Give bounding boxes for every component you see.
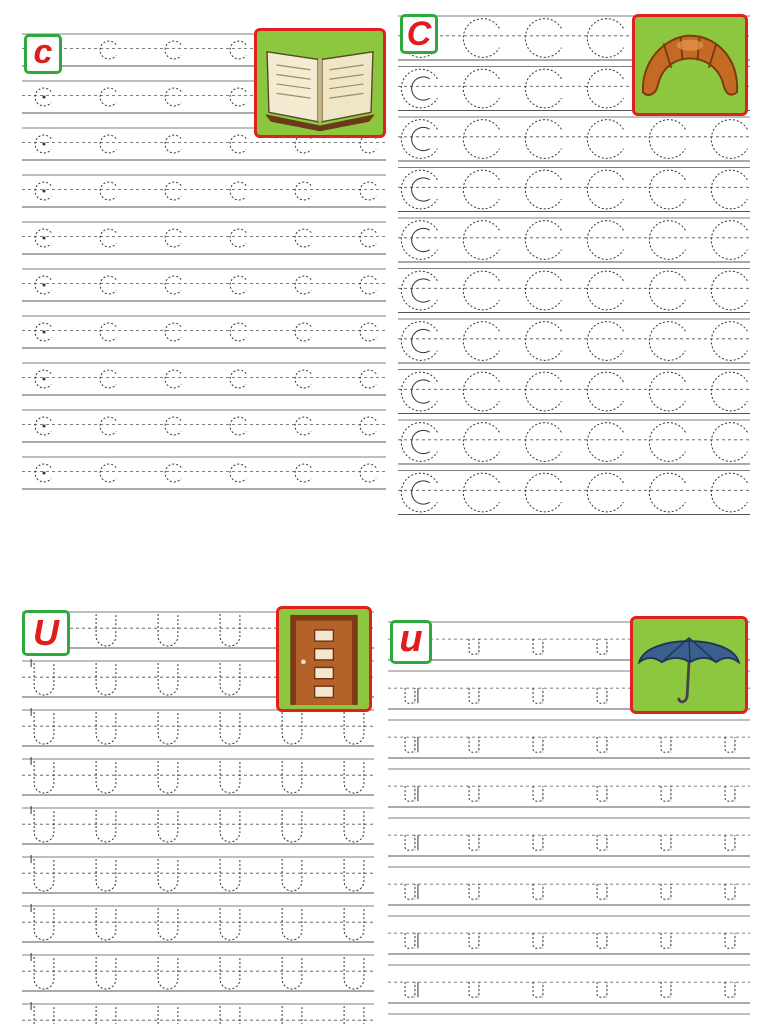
trace-letter bbox=[230, 370, 246, 388]
trace-letter bbox=[463, 271, 499, 310]
trace-letter bbox=[711, 271, 747, 310]
trace-letter bbox=[282, 859, 302, 891]
trace-letter bbox=[533, 933, 543, 948]
trace-letter bbox=[96, 1006, 116, 1024]
trace-letter bbox=[158, 1006, 178, 1024]
trace-letter bbox=[360, 323, 376, 341]
trace-letter bbox=[282, 908, 302, 940]
practice-row bbox=[398, 269, 750, 313]
practice-row bbox=[22, 175, 386, 207]
practice-row bbox=[22, 363, 386, 395]
practice-row bbox=[22, 457, 386, 489]
trace-letter bbox=[35, 88, 51, 106]
umbrella-icon bbox=[633, 619, 745, 711]
trace-letter bbox=[533, 737, 543, 752]
trace-letter bbox=[96, 908, 116, 940]
trace-letter bbox=[230, 41, 246, 59]
trace-letter bbox=[158, 957, 178, 989]
trace-letter bbox=[344, 712, 364, 744]
trace-letter bbox=[469, 737, 479, 752]
trace-letter bbox=[230, 417, 246, 435]
trace-letter bbox=[405, 884, 418, 899]
trace-letter bbox=[587, 19, 623, 58]
trace-letter bbox=[725, 884, 735, 899]
trace-letter bbox=[597, 639, 607, 654]
trace-letter bbox=[282, 761, 302, 793]
trace-letter bbox=[360, 464, 376, 482]
trace-letter bbox=[463, 322, 499, 361]
worksheet-panel-c-uppercase bbox=[398, 12, 750, 510]
practice-row bbox=[388, 720, 750, 758]
practice-row bbox=[398, 117, 750, 161]
practice-row bbox=[388, 965, 750, 1003]
trace-letter bbox=[401, 69, 437, 108]
trace-letter bbox=[525, 372, 561, 411]
trace-letter bbox=[230, 135, 246, 153]
trace-letter bbox=[725, 982, 735, 997]
letter-label: c bbox=[33, 33, 53, 71]
practice-row bbox=[388, 1014, 750, 1024]
trace-letter bbox=[597, 835, 607, 850]
trace-letter bbox=[533, 884, 543, 899]
trace-letter bbox=[525, 69, 561, 108]
trace-letter bbox=[587, 372, 623, 411]
trace-letter bbox=[401, 221, 437, 260]
trace-letter bbox=[100, 276, 116, 294]
trace-letter bbox=[401, 170, 437, 209]
croissant-icon bbox=[635, 17, 745, 113]
practice-row bbox=[22, 1004, 374, 1024]
book-picture bbox=[254, 28, 386, 138]
trace-letter bbox=[158, 761, 178, 793]
trace-letter bbox=[220, 1006, 240, 1024]
trace-letter bbox=[711, 423, 747, 462]
practice-row bbox=[398, 168, 750, 212]
trace-letter bbox=[220, 908, 240, 940]
trace-letter bbox=[220, 761, 240, 793]
trace-letter bbox=[587, 221, 623, 260]
trace-letter bbox=[100, 464, 116, 482]
trace-letter bbox=[469, 639, 479, 654]
letter-badge bbox=[390, 620, 432, 664]
trace-letter bbox=[405, 982, 418, 997]
trace-letter bbox=[100, 370, 116, 388]
trace-letter bbox=[649, 271, 685, 310]
practice-row bbox=[22, 759, 374, 795]
trace-letter bbox=[100, 182, 116, 200]
trace-letter bbox=[100, 88, 116, 106]
trace-letter bbox=[463, 423, 499, 462]
croissant-picture bbox=[632, 14, 748, 116]
trace-letter bbox=[661, 933, 671, 948]
practice-row bbox=[398, 370, 750, 414]
trace-letter bbox=[230, 229, 246, 247]
practice-row bbox=[22, 857, 374, 893]
trace-letter bbox=[295, 182, 311, 200]
trace-letter bbox=[661, 982, 671, 997]
trace-letter bbox=[587, 120, 623, 159]
trace-letter bbox=[463, 120, 499, 159]
trace-letter bbox=[96, 859, 116, 891]
trace-letter bbox=[463, 221, 499, 260]
trace-letter bbox=[469, 835, 479, 850]
letter-badge bbox=[24, 34, 62, 74]
trace-letter bbox=[469, 884, 479, 899]
trace-letter bbox=[344, 908, 364, 940]
practice-row bbox=[22, 955, 374, 991]
worksheet-panel-u-lowercase bbox=[388, 614, 750, 1024]
trace-letter bbox=[360, 370, 376, 388]
trace-letter bbox=[96, 712, 116, 744]
trace-letter bbox=[525, 120, 561, 159]
trace-letter bbox=[165, 370, 181, 388]
trace-letter bbox=[649, 120, 685, 159]
trace-letter bbox=[401, 423, 437, 462]
trace-letter bbox=[661, 786, 671, 801]
trace-letter bbox=[96, 663, 116, 695]
trace-letter bbox=[725, 835, 735, 850]
trace-letter bbox=[165, 135, 181, 153]
trace-letter bbox=[35, 276, 51, 294]
trace-letter bbox=[587, 322, 623, 361]
trace-letter bbox=[533, 835, 543, 850]
trace-letter bbox=[344, 810, 364, 842]
trace-letter bbox=[711, 372, 747, 411]
trace-letter bbox=[525, 271, 561, 310]
practice-row bbox=[22, 222, 386, 254]
trace-letter bbox=[230, 276, 246, 294]
practice-row bbox=[22, 906, 374, 942]
trace-letter bbox=[230, 464, 246, 482]
trace-letter bbox=[96, 810, 116, 842]
trace-letter bbox=[587, 271, 623, 310]
trace-letter bbox=[405, 737, 418, 752]
trace-letter bbox=[295, 323, 311, 341]
trace-letter bbox=[100, 41, 116, 59]
trace-letter bbox=[525, 473, 561, 512]
trace-letter bbox=[100, 323, 116, 341]
practice-row bbox=[388, 916, 750, 954]
letter-label: U bbox=[33, 612, 59, 653]
practice-row bbox=[22, 410, 386, 442]
trace-letter bbox=[35, 229, 51, 247]
trace-letter bbox=[725, 737, 735, 752]
trace-letter bbox=[220, 614, 240, 646]
trace-letter bbox=[96, 761, 116, 793]
trace-letter bbox=[649, 221, 685, 260]
trace-letter bbox=[158, 859, 178, 891]
trace-letter bbox=[649, 423, 685, 462]
trace-letter bbox=[587, 69, 623, 108]
trace-letter bbox=[533, 786, 543, 801]
trace-letter bbox=[31, 1002, 54, 1024]
trace-letter bbox=[344, 957, 364, 989]
trace-letter bbox=[165, 417, 181, 435]
door-icon bbox=[279, 609, 369, 709]
trace-letter bbox=[401, 271, 437, 310]
trace-letter bbox=[158, 663, 178, 695]
trace-letter bbox=[463, 19, 499, 58]
trace-letter bbox=[649, 473, 685, 512]
practice-row bbox=[388, 769, 750, 807]
trace-letter bbox=[597, 688, 607, 703]
practice-row bbox=[398, 218, 750, 262]
letter-badge bbox=[400, 14, 438, 54]
trace-letter bbox=[360, 417, 376, 435]
practice-row bbox=[22, 316, 386, 348]
trace-letter bbox=[649, 170, 685, 209]
practice-row bbox=[22, 710, 374, 746]
trace-letter bbox=[661, 737, 671, 752]
trace-letter bbox=[344, 761, 364, 793]
practice-row bbox=[398, 471, 750, 515]
trace-letter bbox=[597, 982, 607, 997]
trace-letter bbox=[401, 372, 437, 411]
trace-letter bbox=[282, 712, 302, 744]
trace-letter bbox=[525, 19, 561, 58]
trace-letter bbox=[35, 323, 51, 341]
trace-letter bbox=[469, 688, 479, 703]
trace-letter bbox=[401, 473, 437, 512]
trace-letter bbox=[295, 276, 311, 294]
trace-letter bbox=[725, 933, 735, 948]
practice-row bbox=[22, 808, 374, 844]
trace-letter bbox=[158, 810, 178, 842]
trace-letter bbox=[587, 170, 623, 209]
trace-letter bbox=[220, 957, 240, 989]
trace-letter bbox=[525, 322, 561, 361]
trace-letter bbox=[165, 323, 181, 341]
trace-letter bbox=[661, 884, 671, 899]
trace-letter bbox=[35, 135, 51, 153]
trace-letter bbox=[597, 737, 607, 752]
trace-letter bbox=[165, 229, 181, 247]
trace-letter bbox=[525, 423, 561, 462]
worksheet-panel-c-lowercase bbox=[22, 28, 386, 508]
trace-letter bbox=[158, 614, 178, 646]
trace-letter bbox=[587, 423, 623, 462]
door-picture bbox=[276, 606, 372, 712]
trace-letter bbox=[401, 120, 437, 159]
trace-letter bbox=[35, 182, 51, 200]
trace-letter bbox=[165, 41, 181, 59]
trace-letter bbox=[405, 933, 418, 948]
trace-letter bbox=[295, 370, 311, 388]
trace-letter bbox=[533, 639, 543, 654]
trace-letter bbox=[711, 170, 747, 209]
letter-label: u bbox=[399, 618, 423, 660]
trace-letter bbox=[282, 810, 302, 842]
trace-letter bbox=[711, 120, 747, 159]
trace-letter bbox=[165, 182, 181, 200]
trace-letter bbox=[100, 229, 116, 247]
trace-letter bbox=[295, 229, 311, 247]
trace-letter bbox=[463, 170, 499, 209]
trace-letter bbox=[158, 908, 178, 940]
practice-row bbox=[388, 818, 750, 856]
trace-letter bbox=[463, 372, 499, 411]
book-icon bbox=[257, 31, 383, 135]
trace-letter bbox=[100, 135, 116, 153]
worksheet-panel-u-uppercase bbox=[22, 606, 374, 1024]
trace-letter bbox=[469, 786, 479, 801]
trace-letter bbox=[282, 1006, 302, 1024]
trace-letter bbox=[282, 957, 302, 989]
trace-letter bbox=[220, 712, 240, 744]
trace-letter bbox=[344, 859, 364, 891]
trace-letter bbox=[230, 323, 246, 341]
trace-letter bbox=[711, 221, 747, 260]
trace-letter bbox=[401, 322, 437, 361]
trace-letter bbox=[597, 786, 607, 801]
trace-letter bbox=[35, 464, 51, 482]
practice-row bbox=[22, 269, 386, 301]
trace-letter bbox=[230, 88, 246, 106]
practice-row bbox=[398, 319, 750, 363]
trace-letter bbox=[463, 69, 499, 108]
trace-letter bbox=[360, 276, 376, 294]
trace-letter bbox=[597, 933, 607, 948]
trace-letter bbox=[525, 221, 561, 260]
trace-letter bbox=[725, 786, 735, 801]
trace-letter bbox=[533, 982, 543, 997]
trace-letter bbox=[711, 473, 747, 512]
trace-letter bbox=[360, 182, 376, 200]
trace-letter bbox=[100, 417, 116, 435]
letter-label: C bbox=[406, 15, 432, 53]
trace-letter bbox=[35, 417, 51, 435]
letter-badge bbox=[22, 610, 70, 656]
trace-letter bbox=[295, 417, 311, 435]
trace-letter bbox=[230, 182, 246, 200]
trace-letter bbox=[597, 884, 607, 899]
trace-letter bbox=[158, 712, 178, 744]
trace-letter bbox=[587, 473, 623, 512]
trace-letter bbox=[96, 957, 116, 989]
trace-letter bbox=[96, 614, 116, 646]
practice-row bbox=[398, 420, 750, 464]
trace-letter bbox=[649, 372, 685, 411]
trace-letter bbox=[344, 1006, 364, 1024]
trace-letter bbox=[35, 370, 51, 388]
trace-letter bbox=[533, 688, 543, 703]
trace-letter bbox=[469, 982, 479, 997]
trace-letter bbox=[405, 786, 418, 801]
trace-letter bbox=[661, 835, 671, 850]
trace-letter bbox=[220, 859, 240, 891]
trace-letter bbox=[220, 663, 240, 695]
trace-letter bbox=[165, 88, 181, 106]
umbrella-picture bbox=[630, 616, 748, 714]
trace-letter bbox=[405, 835, 418, 850]
trace-letter bbox=[220, 810, 240, 842]
trace-letter bbox=[525, 170, 561, 209]
trace-letter bbox=[360, 229, 376, 247]
trace-letter bbox=[405, 688, 418, 703]
trace-letter bbox=[295, 464, 311, 482]
trace-letter bbox=[463, 473, 499, 512]
trace-letter bbox=[469, 933, 479, 948]
trace-letter bbox=[165, 464, 181, 482]
practice-row bbox=[388, 867, 750, 905]
trace-letter bbox=[649, 322, 685, 361]
trace-letter bbox=[711, 322, 747, 361]
trace-letter bbox=[165, 276, 181, 294]
